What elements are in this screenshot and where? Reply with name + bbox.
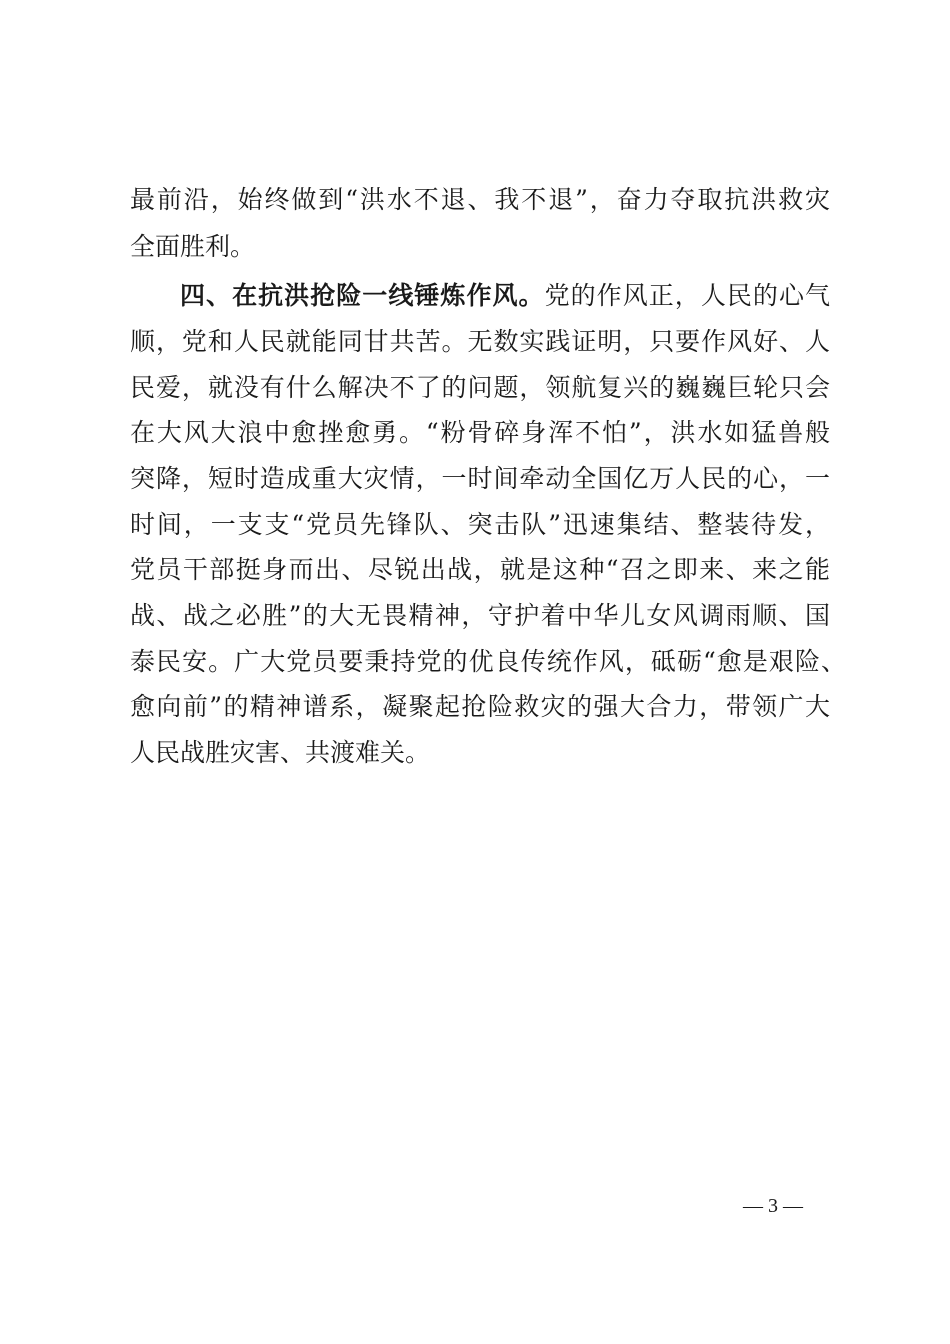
paragraph-2-line-8: 战、战之必胜”的大无畏精神，守护着中华儿女风调雨顺、国 bbox=[130, 601, 830, 630]
paragraph-2-line-6: 时间，一支支“党员先锋队、突击队”迅速集结、整装待发， bbox=[130, 510, 830, 539]
paragraph-2-line-11: 人民战胜灾害、共渡难关。 bbox=[130, 738, 431, 767]
page-number: — 3 — bbox=[743, 1195, 803, 1217]
paragraph-2-line-3: 民爱，就没有什么解决不了的问题，领航复兴的巍巍巨轮只会 bbox=[130, 373, 830, 402]
paragraph-2-line-5: 突降，短时造成重大灾情，一时间牵动全国亿万人民的心，一 bbox=[130, 464, 830, 493]
section-heading: 四、在抗洪抢险一线锤炼作风。 bbox=[180, 281, 545, 310]
paragraph-2-line-7: 党员干部挺身而出、尽锐出战，就是这种“召之即来、来之能 bbox=[130, 555, 830, 584]
paragraph-2-line-1 bbox=[180, 278, 830, 314]
paragraph-2-line-9: 泰民安。广大党员要秉持党的优良传统作风，砥砺“愈是艰险、 bbox=[130, 647, 846, 676]
paragraph-1-line-1: 最前沿，始终做到“洪水不退、我不退”，奋力夺取抗洪救灾 bbox=[130, 185, 830, 214]
paragraph-2-line-1-text: 党的作风正，人民的心气 bbox=[544, 281, 830, 310]
paragraph-1-line-2: 全面胜利。 bbox=[130, 232, 256, 261]
paragraph-2-line-10: 愈向前”的精神谱系，凝聚起抢险救灾的强大合力，带领广大 bbox=[130, 692, 830, 721]
paragraph-2-line-2: 顺，党和人民就能同甘共苦。无数实践证明，只要作风好、人 bbox=[130, 327, 830, 356]
paragraph-2-line-4: 在大风大浪中愈挫愈勇。“粉骨碎身浑不怕”，洪水如猛兽般 bbox=[130, 418, 830, 447]
